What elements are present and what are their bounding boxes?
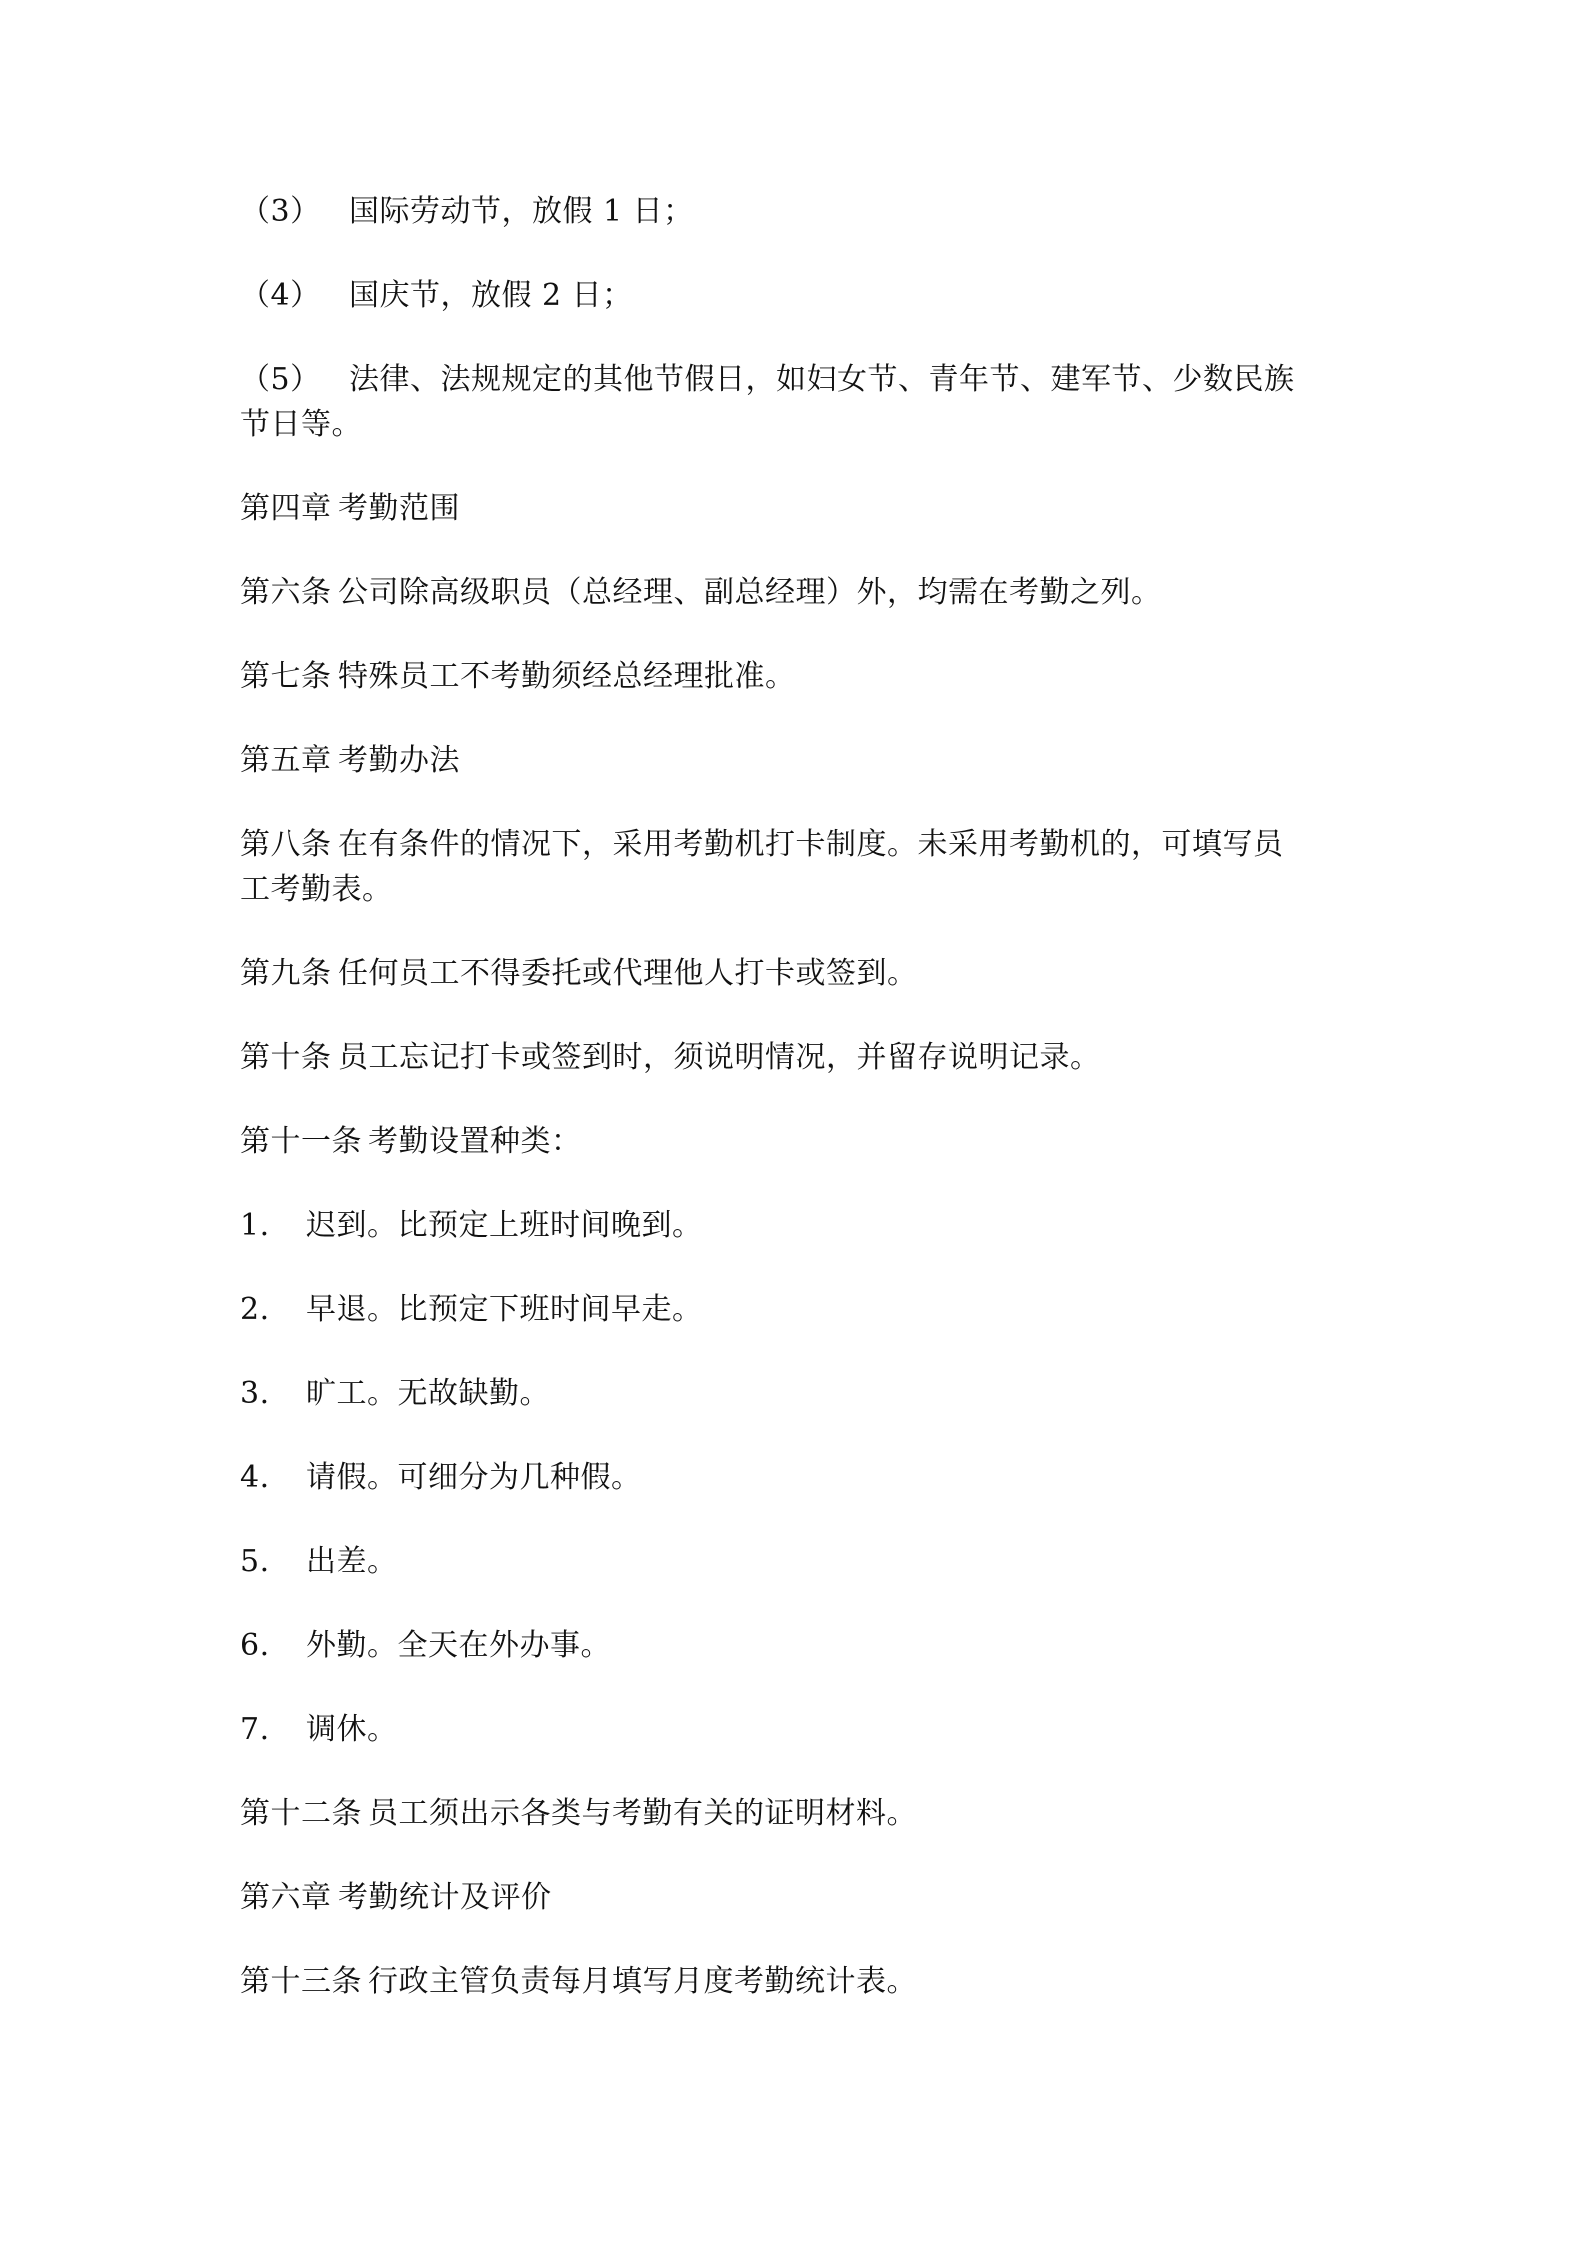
article-text: 特殊员工不考勤须经总经理批准。: [338, 659, 796, 694]
article-11: [240, 1119, 1352, 1164]
holiday-item-3: [240, 189, 1352, 234]
holiday-item-text: 国庆节，放假 2 日；: [349, 278, 633, 313]
article-text: 行政主管负责每月填写月度考勤统计表。: [368, 1964, 917, 1999]
attendance-type-item: [240, 1203, 1352, 1248]
holiday-item-label: （3）: [240, 194, 321, 229]
list-number: 7.: [240, 1712, 270, 1747]
list-text: 早退。比预定下班时间早走。: [306, 1292, 703, 1327]
article-label: 第八条: [240, 827, 332, 862]
article-label: 第九条: [240, 956, 332, 991]
article-continuation: 工考勤表。: [240, 872, 393, 907]
list-number: 6.: [240, 1628, 270, 1663]
list-text: 旷工。无故缺勤。: [306, 1376, 550, 1411]
article-label: 第七条: [240, 659, 332, 694]
chapter-title: 考勤范围: [338, 491, 460, 526]
holiday-item-label: （5）: [240, 362, 321, 397]
holiday-item-text: 国际劳动节，放假 1 日；: [349, 194, 694, 229]
chapter-heading-4: [240, 486, 1352, 531]
list-text: 出差。: [306, 1544, 398, 1579]
article-8: [240, 822, 1352, 912]
article-text: 员工须出示各类与考勤有关的证明材料。: [368, 1796, 917, 1831]
article-label: 第六条: [240, 575, 332, 610]
list-number: 2.: [240, 1292, 270, 1327]
list-text: 调休。: [306, 1712, 398, 1747]
article-label: 第十三条: [240, 1964, 362, 1999]
article-label: 第十条: [240, 1040, 332, 1075]
article-text: 任何员工不得委托或代理他人打卡或签到。: [338, 956, 918, 991]
holiday-item-5: [240, 357, 1352, 447]
article-label: 第十二条: [240, 1796, 362, 1831]
holiday-item-4: [240, 273, 1352, 318]
article-13: [240, 1959, 1352, 2004]
attendance-type-item: [240, 1455, 1352, 1500]
article-12: [240, 1791, 1352, 1836]
chapter-title: 考勤统计及评价: [338, 1880, 552, 1915]
article-9: [240, 951, 1352, 996]
holiday-item-continuation: 节日等。: [240, 407, 362, 442]
chapter-heading-5: [240, 738, 1352, 783]
list-text: 迟到。比预定上班时间晚到。: [306, 1208, 703, 1243]
holiday-item-text: 法律、法规规定的其他节假日，如妇女节、青年节、建军节、少数民族: [349, 362, 1295, 397]
attendance-type-item: [240, 1707, 1352, 1752]
holiday-item-label: （4）: [240, 278, 321, 313]
attendance-type-item: [240, 1287, 1352, 1332]
list-number: 5.: [240, 1544, 270, 1579]
list-number: 3.: [240, 1376, 270, 1411]
article-text: 在有条件的情况下，采用考勤机打卡制度。未采用考勤机的，可填写员: [338, 827, 1284, 862]
article-text: 考勤设置种类：: [368, 1124, 582, 1159]
chapter-title: 考勤办法: [338, 743, 460, 778]
chapter-heading-6: [240, 1875, 1352, 1920]
article-text: 公司除高级职员（总经理、副总经理）外，均需在考勤之列。: [338, 575, 1162, 610]
attendance-type-item: [240, 1371, 1352, 1416]
list-text: 请假。可细分为几种假。: [306, 1460, 642, 1495]
article-label: 第十一条: [240, 1124, 362, 1159]
attendance-type-item: [240, 1623, 1352, 1668]
article-7: [240, 654, 1352, 699]
article-10: [240, 1035, 1352, 1080]
chapter-label: 第六章: [240, 1880, 332, 1915]
list-text: 外勤。全天在外办事。: [306, 1628, 611, 1663]
list-number: 4.: [240, 1460, 270, 1495]
attendance-type-item: [240, 1539, 1352, 1584]
chapter-label: 第四章: [240, 491, 332, 526]
article-text: 员工忘记打卡或签到时，须说明情况，并留存说明记录。: [338, 1040, 1101, 1075]
chapter-label: 第五章: [240, 743, 332, 778]
article-6: [240, 570, 1352, 615]
list-number: 1.: [240, 1208, 270, 1243]
